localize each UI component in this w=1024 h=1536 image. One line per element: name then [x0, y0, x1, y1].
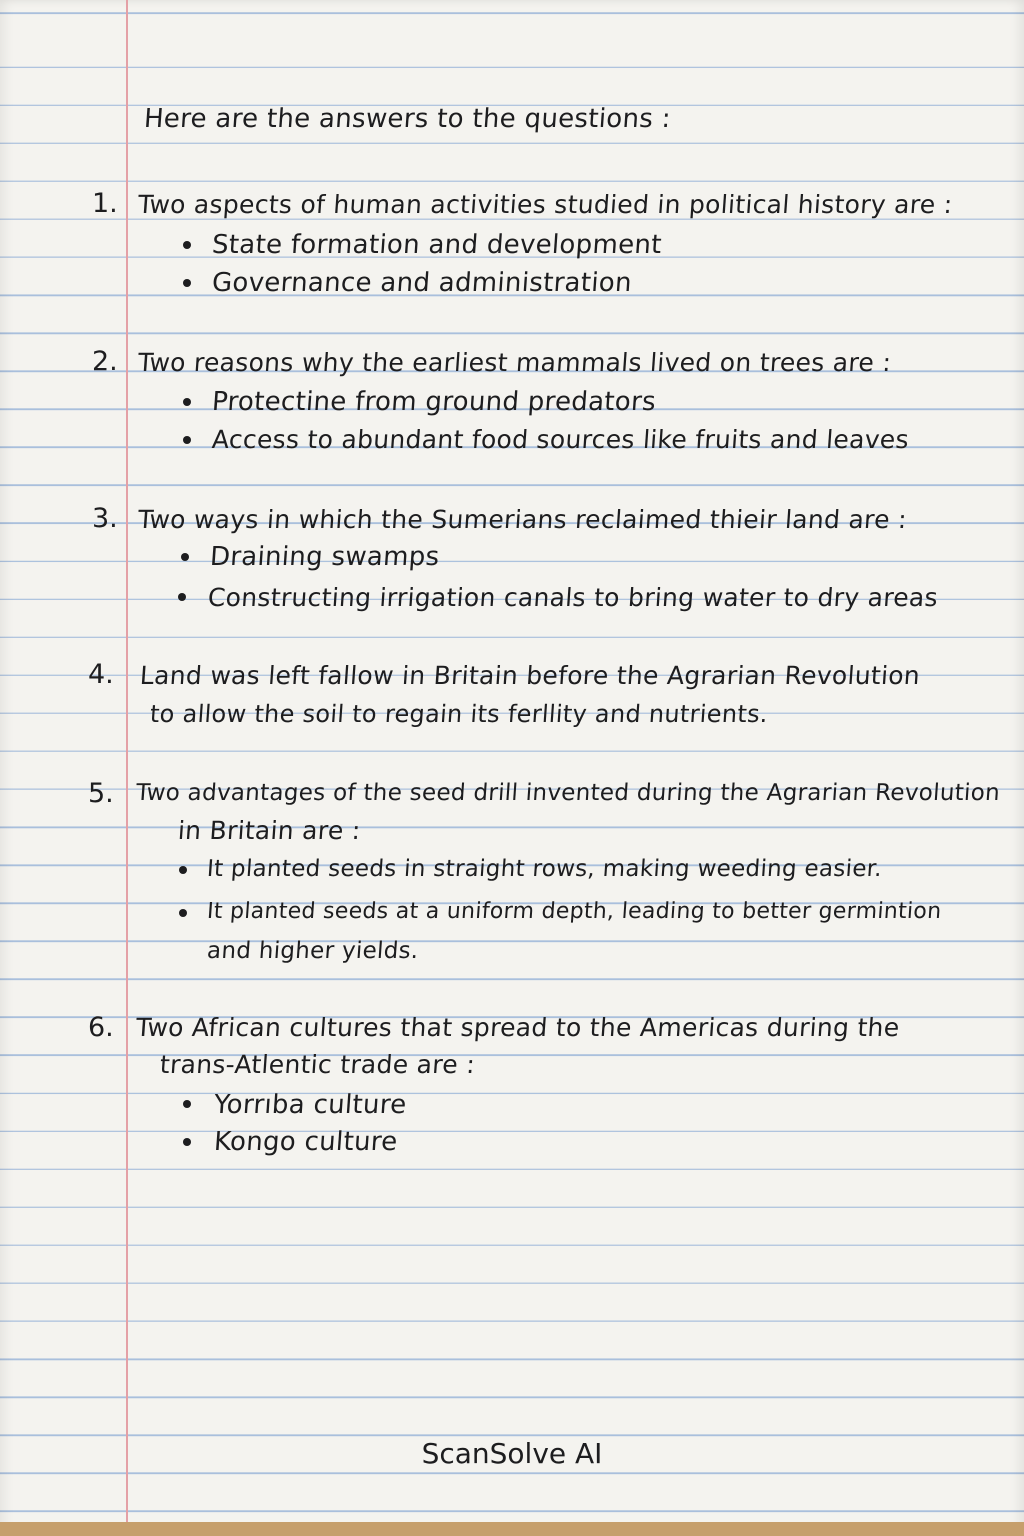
answer-2-bullet-2: Access to abundant food sources like fruits and leaves	[210, 425, 910, 454]
answer-6-number: 6.	[88, 1012, 114, 1043]
answer-3-bullet-1: Draining swamps	[208, 542, 441, 572]
answer-1-bullet-2: Governance and administration	[210, 268, 633, 298]
answer-5-line-2: in Britain are :	[176, 816, 362, 845]
bullet-dot	[178, 593, 186, 601]
footer-brand: ScanSolve AI	[421, 1437, 603, 1470]
intro-line: Here are the answers to the questions :	[142, 104, 672, 134]
bullet-dot	[179, 866, 187, 874]
answer-4-line-2: to allow the soil to regain its ferllity and nutrients.	[149, 700, 769, 728]
bullet-dot	[183, 279, 191, 287]
answer-6-bullet-1: Yorrıba culture	[212, 1090, 408, 1120]
answer-1-line-1: Two aspects of human activities studied in political history are :	[136, 190, 954, 219]
answer-2-bullet-1: Protectine from ground predators	[210, 387, 657, 417]
answer-4-line-1: Land was left fallow in Britain before the Agrarian Revolution	[138, 661, 922, 690]
bullet-dot	[183, 398, 191, 406]
bullet-dot	[183, 436, 191, 444]
answer-1-number: 1.	[92, 188, 118, 219]
answer-5-number: 5.	[88, 778, 114, 809]
answer-4-number: 4.	[88, 659, 114, 690]
bullet-dot	[181, 553, 189, 561]
desk-surface	[0, 1522, 1024, 1536]
answer-3-bullet-2: Constructing irrigation canals to bring water to dry areas	[206, 583, 939, 612]
answer-3-line-1: Two ways in which the Sumerians reclaimed thieir land are :	[136, 505, 908, 534]
answer-3-number: 3.	[92, 503, 118, 534]
answer-5-bullet-2-line-2: and higher yields.	[206, 938, 420, 964]
answer-6-line-2: trans-Atlentic trade are :	[158, 1050, 477, 1079]
answer-5-line-1: Two advantages of the seed drill invented during the Agrarian Revolution	[135, 780, 1001, 806]
answer-5-bullet-1: It planted seeds in straight rows, making weeding easier.	[206, 856, 883, 882]
answer-1-bullet-1: State formation and development	[210, 230, 663, 260]
answer-2-number: 2.	[92, 346, 118, 377]
answer-6-line-1: Two African cultures that spread to the Americas during the	[134, 1013, 901, 1042]
bullet-dot	[183, 1138, 191, 1146]
bullet-dot	[179, 909, 187, 917]
margin-line	[126, 0, 128, 1536]
bullet-dot	[183, 1100, 191, 1108]
answer-2-line-1: Two reasons why the earliest mammals lived on trees are :	[136, 348, 893, 377]
answer-5-bullet-2-line-1: It planted seeds at a uniform depth, leading to better germintion	[206, 899, 943, 924]
answer-6-bullet-2: Kongo culture	[212, 1127, 399, 1157]
bullet-dot	[183, 241, 191, 249]
